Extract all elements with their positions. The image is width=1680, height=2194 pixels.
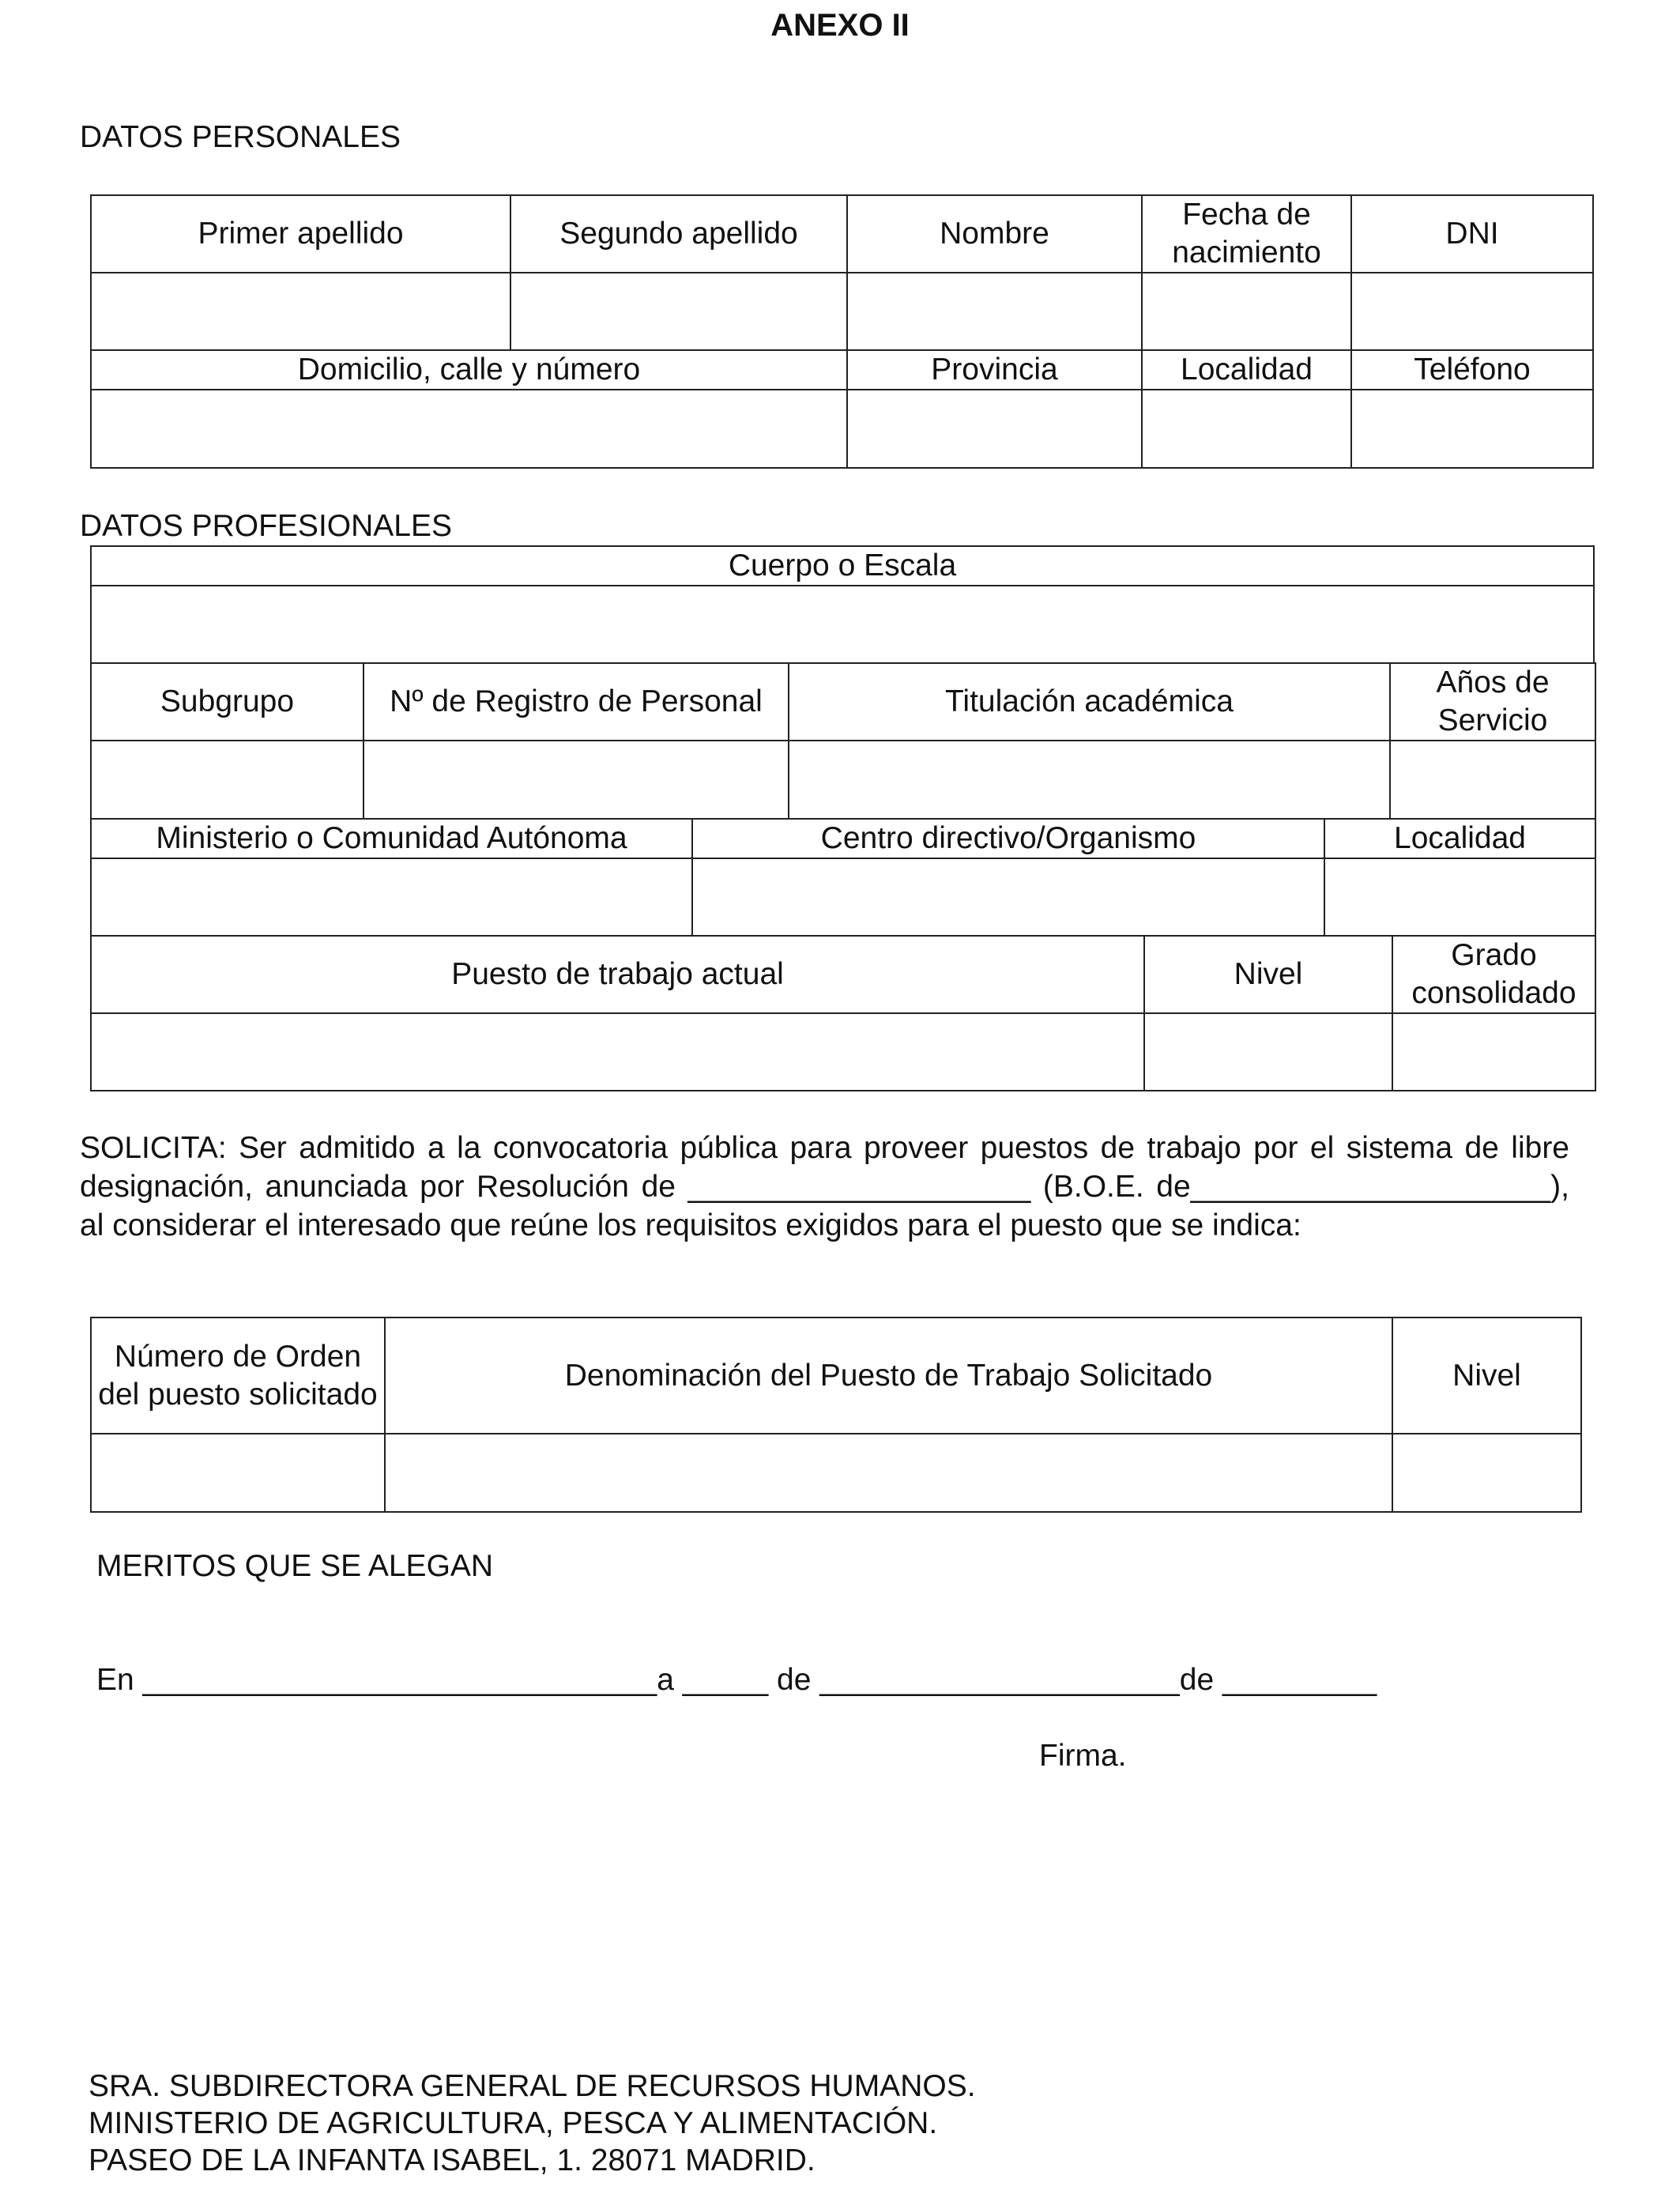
puesto-actual-table [90,935,1596,1091]
field-domicilio[interactable] [91,390,847,468]
field-provincia[interactable] [847,390,1142,468]
field-denominacion-puesto[interactable] [385,1434,1392,1512]
header-puesto-actual: Puesto de trabajo actual [91,936,1144,1013]
puesto-solicitado-table [90,1317,1582,1513]
field-numero-orden[interactable] [91,1434,385,1512]
header-subgrupo: Subgrupo [91,663,363,741]
professional-data-heading: DATOS PROFESIONALES [80,509,453,543]
field-localidad[interactable] [1142,390,1351,468]
place-date-line[interactable]: En ______________________________a _____ de _____________________de _________ [96,1663,1377,1697]
header-denominacion-puesto: Denominación del Puesto de Trabajo Solicitado [385,1318,1392,1434]
field-registro-personal[interactable] [363,741,789,819]
header-dni: DNI [1351,195,1593,273]
header-registro-personal: Nº de Registro de Personal [363,663,789,741]
header-anos-servicio: Años de Servicio [1390,663,1595,741]
field-dni[interactable] [1351,273,1593,350]
field-fecha-nacimiento[interactable] [1142,273,1351,350]
header-telefono: Teléfono [1351,350,1593,390]
field-puesto-actual[interactable] [91,1013,1144,1091]
field-grado-consolidado[interactable] [1392,1013,1595,1091]
header-domicilio: Domicilio, calle y número [91,350,847,390]
header-nivel: Nivel [1144,936,1392,1013]
cuerpo-escala-table [90,545,1595,664]
field-ministerio[interactable] [91,858,692,936]
personal-data-table [90,194,1594,469]
header-nivel-solicitado: Nivel [1392,1318,1581,1434]
field-nivel[interactable] [1144,1013,1392,1091]
header-numero-orden: Número de Orden del puesto solicitado [91,1318,385,1434]
header-localidad: Localidad [1142,350,1351,390]
field-cuerpo-escala[interactable] [91,586,1594,663]
header-ministerio: Ministerio o Comunidad Autónoma [91,819,692,858]
firma-label: Firma. [1039,1739,1127,1773]
personal-data-heading: DATOS PERSONALES [80,120,401,154]
header-titulacion: Titulación académica [789,663,1390,741]
field-localidad-prof[interactable] [1324,858,1595,936]
header-primer-apellido: Primer apellido [91,195,510,273]
field-telefono[interactable] [1351,390,1593,468]
address-line: MINISTERIO DE AGRICULTURA, PESCA Y ALIMENTACIÓN. [89,2106,938,2140]
field-nivel-solicitado[interactable] [1392,1434,1581,1512]
field-nombre[interactable] [847,273,1142,350]
header-grado-consolidado: Grado consolidado [1392,936,1595,1013]
field-centro-directivo[interactable] [692,858,1324,936]
subgrupo-table [90,662,1596,820]
header-segundo-apellido: Segundo apellido [510,195,847,273]
address-block [89,2068,976,2179]
field-anos-servicio[interactable] [1390,741,1595,819]
header-cuerpo-escala: Cuerpo o Escala [91,546,1594,586]
header-provincia: Provincia [847,350,1142,390]
document-title: ANEXO II [770,8,910,43]
address-line: SRA. SUBDIRECTORA GENERAL DE RECURSOS HUMANOS. [89,2069,976,2103]
header-nombre: Nombre [847,195,1142,273]
header-centro-directivo: Centro directivo/Organismo [692,819,1324,858]
field-titulacion[interactable] [789,741,1390,819]
field-segundo-apellido[interactable] [510,273,847,350]
address-line: PASEO DE LA INFANTA ISABEL, 1. 28071 MADRID. [89,2143,816,2177]
meritos-heading: MERITOS QUE SE ALEGAN [96,1549,494,1583]
solicita-paragraph: SOLICITA: Ser admitido a la convocatoria pública para proveer puestos de trabajo por el sistema de libre designación, anunciada por Resolución de ____________________ (B.O.E. de_____________________), al considerar el interesado que reúne los requisitos exigidos para el puesto que se indica: [80,1131,1569,1242]
header-localidad-prof: Localidad [1324,819,1595,858]
field-subgrupo[interactable] [91,741,363,819]
ministerio-table [90,818,1596,937]
header-fecha-nacimiento: Fecha de nacimiento [1142,195,1351,273]
field-primer-apellido[interactable] [91,273,510,350]
